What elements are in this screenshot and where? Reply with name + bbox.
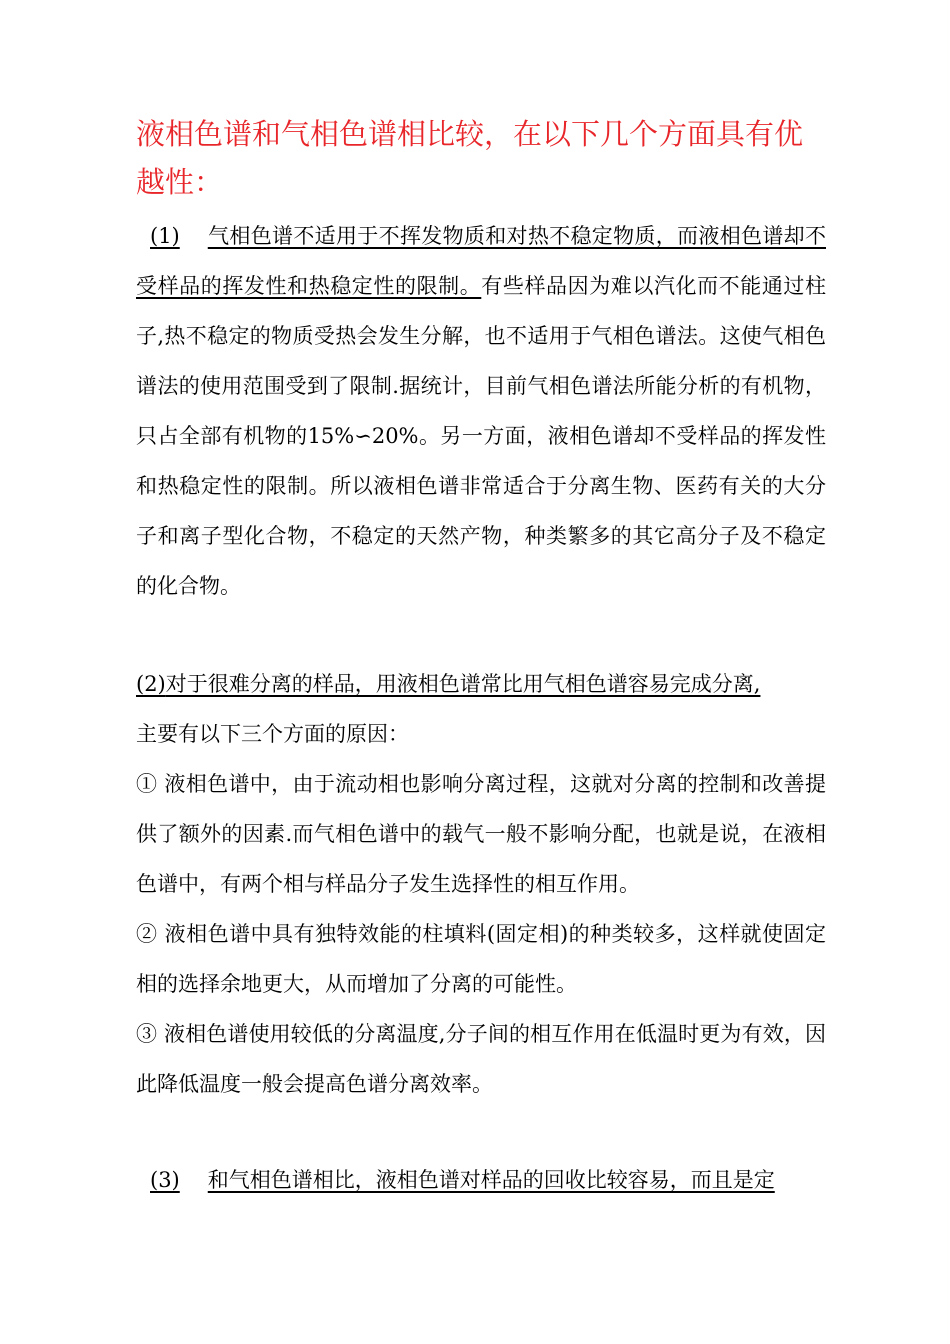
section-3-number: (3) — [150, 1168, 180, 1192]
list-item: ① 液相色谱中，由于流动相也影响分离过程，这就对分离的控制和改善提供了额外的因素.而气相色谱中的载气一般不影响分配，也就是说，在液相色谱中，有两个相与样品分子发生选择性的相互作用。 — [136, 772, 826, 896]
list-item: ③ 液相色谱使用较低的分离温度,分子间的相互作用在低温时更为有效，因此降低温度一般会提高色谱分离效率。 — [136, 1022, 826, 1096]
section-1 — [136, 211, 826, 611]
section-3-underlined: 和气相色谱相比，液相色谱对样品的回收比较容易，而且是定 — [207, 1168, 775, 1192]
section-1-number: (1) — [150, 224, 180, 248]
section-3-lead — [136, 1168, 775, 1192]
section-2-intro: 主要有以下三个方面的原因： — [136, 722, 409, 746]
section-3 — [136, 1155, 826, 1205]
page-title: 液相色谱和气相色谱相比较，在以下几个方面具有优越性： — [136, 117, 804, 199]
section-1-underlined: 气相色谱不适用于不挥发物质和对热不稳定物质，而液相色谱却不受样品的挥发性和热稳定性的限制。 — [136, 224, 826, 298]
section-2 — [136, 659, 826, 1109]
list-item: ② 液相色谱中具有独特效能的柱填料(固定相)的种类较多，这样就使固定相的选择余地更大，从而增加了分离的可能性。 — [136, 922, 826, 996]
section-2-number: (2) — [136, 672, 166, 696]
section-2-underlined: 对于很难分离的样品，用液相色谱常比用气相色谱容易完成分离, — [165, 672, 761, 696]
section-1-body: 有些样品因为难以汽化而不能通过柱子,热不稳定的物质受热会发生分解，也不适用于气相色谱法。这使气相色谱法的使用范围受到了限制.据统计，目前气相色谱法所能分析的有机物，只占全部有机物的15%∽20%。另一方面，液相色谱却不受样品的挥发性和热稳定性的限制。所以液相色谱非常适合于分离生物、医药有关的大分子和离子型化合物，不稳定的天然产物，种类繁多的其它高分子及不稳定的化合物。 — [136, 274, 827, 598]
section-2-lead — [136, 659, 826, 709]
